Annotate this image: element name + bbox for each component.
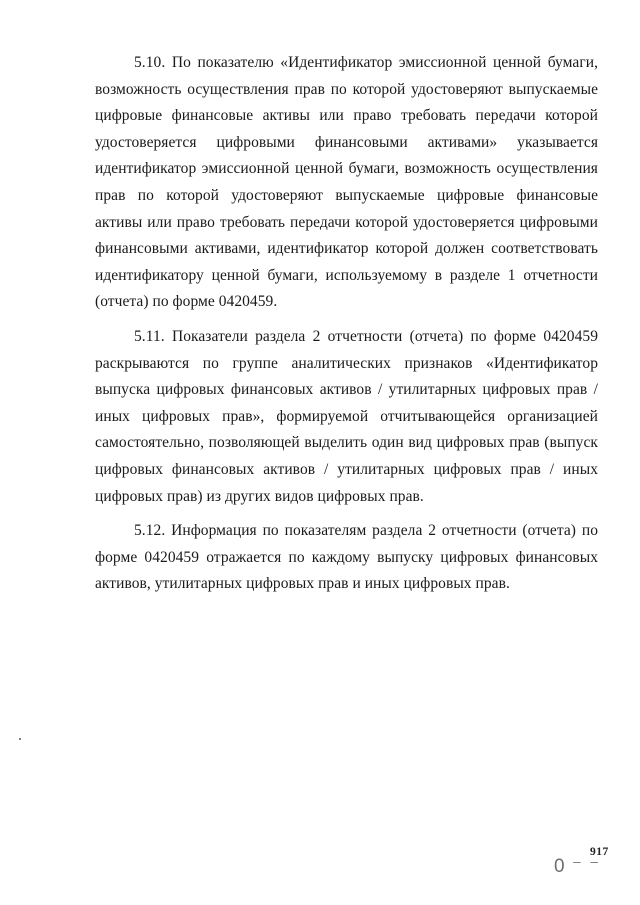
paragraph-5-10: 5.10. По показателю «Идентификатор эмиссионной ценной бумаги, возможность осуществления прав по которой удостоверяют выпускаемые цифровые финансовые активы или право требовать передачи которой удостоверяется цифровыми финансовыми активами» указывается идентификатор эмиссионной ценной бумаги, возможность осуществления прав по которой удостоверяют выпускаемые цифровые финансовые активы или право требовать передачи которой удостоверяется цифровыми финансовыми активами, идентификатор которой должен соответствовать идентификатору ценной бумаги, используемому в разделе 1 отчетности (отчета) по форме 0420459. <box>95 54 598 311</box>
paragraph-5-11: 5.11. Показатели раздела 2 отчетности (отчета) по форме 0420459 раскрываются по группе аналитических признаков «Идентификатор выпуска цифровых финансовых активов / утилитарных цифровых прав / иных цифровых прав», формируемой отчитывающейся организацией самостоятельно, позволяющей выделить один вид цифровых прав (выпуск цифровых финансовых активов / утилитарных цифровых прав / иных цифровых прав) из других видов цифровых прав. <box>95 327 598 505</box>
scan-artifact-dot <box>19 738 21 740</box>
page-number: 917 <box>590 846 609 858</box>
paragraph-5-12: 5.12. Информация по показателям раздела 2 отчетности (отчета) по форме 0420459 отражается по каждому выпуску цифровых финансовых активов, утилитарных цифровых прав и иных цифровых прав. <box>95 522 598 593</box>
stamp-mark: 0 ⁻ ⁻ <box>554 856 601 877</box>
document-body <box>95 50 598 606</box>
